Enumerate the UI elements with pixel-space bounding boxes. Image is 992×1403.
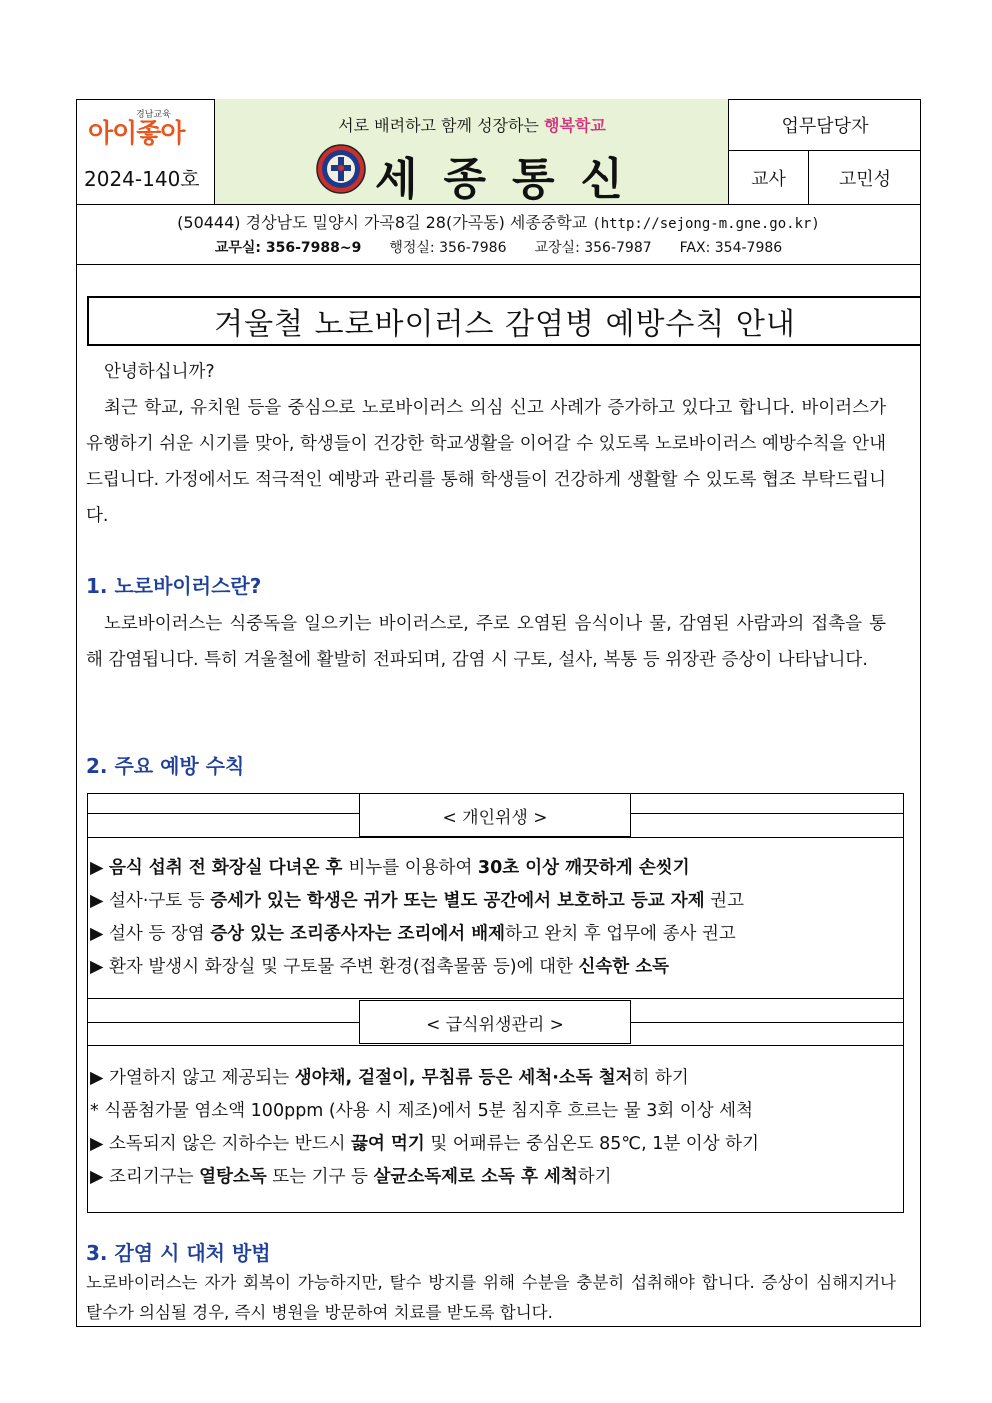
logo-wordmark: 아이좋아 <box>88 119 185 149</box>
bullet-text: 히 하기 <box>632 1068 689 1088</box>
bullet-text: * 식품첨가물 염소액 100ppm (사용 시 제조)에서 5분 침지후 흐르는 물 3회 이상 세척 <box>90 1101 753 1121</box>
tab-rule-left <box>87 1022 359 1023</box>
bullet-item <box>90 885 904 918</box>
bullet-item <box>90 1161 904 1194</box>
meal-hygiene-tab <box>87 1000 904 1044</box>
bullet-emphasis: 증상 있는 조리종사자는 조리에서 배제 <box>210 924 506 944</box>
bullet-text: 및 어패류는 중심온도 85℃, 1분 이상 하기 <box>424 1134 759 1154</box>
bullet-item <box>90 1095 904 1128</box>
personal-hygiene-tab <box>87 793 904 837</box>
section3-heading: 3. 감염 시 대처 방법 <box>86 1241 271 1265</box>
section1-heading: 1. 노로바이러스란? <box>86 574 262 598</box>
phone-office: 교무실: 356-7988~9 <box>214 240 362 256</box>
bullet-emphasis: 끓여 먹기 <box>351 1134 425 1154</box>
slogan-text: 서로 배려하고 함께 성장하는 <box>338 116 544 135</box>
bullet-text: 권고 <box>704 891 744 911</box>
logo-subtitle: 경남교육 <box>136 110 171 120</box>
bullet-emphasis: 생야채, 겉절이, 무침류 등은 세척·소독 철저 <box>294 1068 633 1088</box>
bullet-emphasis: 열탕소독 <box>199 1167 267 1187</box>
bullet-text: ▶ 설사·구토 등 <box>90 891 211 911</box>
address-divider <box>76 264 921 265</box>
bullet-text: ▶ 가열하지 않고 제공되는 <box>90 1068 295 1088</box>
bullet-text: ▶ 설사 등 장염 <box>90 924 211 944</box>
staff-cell <box>729 99 921 205</box>
intro-paragraph: 최근 학교, 유치원 등을 중심으로 노로바이러스 의심 신고 사례가 증가하고 있다고 합니다. 바이러스가 유행하기 쉬운 시기를 맞아, 학생들이 건강한 학교생활을 이어갈 수 있도록 노로바이러스 예방수칙을 안내드립니다. 가정에서도 적극적인 예방과 관리를 통해 학생들이 건강하게 생활할 수 있도록 협조 부탁드립니다. <box>86 398 886 526</box>
school-address <box>76 210 921 233</box>
section2-heading: 2. 주요 예방 수칙 <box>86 754 245 778</box>
meal-tab-top <box>87 998 904 999</box>
address-line: (50444) 경상남도 밀양시 가곡8길 28(가곡동) 세종중학교 <box>177 213 588 232</box>
phone-admin: 행정실: 356-7986 <box>389 240 507 256</box>
staff-role: 교사 <box>729 151 809 205</box>
contact-phones <box>76 237 921 257</box>
tab-rule-right <box>631 1022 904 1023</box>
meal-hygiene-label: < 급식위생관리 > <box>359 1000 631 1044</box>
issue-number: 2024-140호 <box>84 167 200 191</box>
tab-divider <box>87 1045 904 1046</box>
bullet-emphasis: 30초 이상 깨끗하게 손씻기 <box>477 858 690 878</box>
bullet-item <box>90 1062 904 1095</box>
tab-rule-right <box>631 813 904 814</box>
slogan-highlight: 행복학교 <box>544 116 606 135</box>
bullet-text: 비누를 이용하여 <box>348 858 478 878</box>
bullet-emphasis: 증세가 있는 학생은 귀가 또는 별도 공간에서 보호하고 등교 자제 <box>210 891 705 911</box>
header-divider <box>76 204 921 205</box>
bullet-item <box>90 1128 904 1161</box>
bullet-item <box>90 852 904 885</box>
staff-name: 고민성 <box>838 169 892 190</box>
bullet-text: 또는 기구 등 <box>266 1167 374 1187</box>
bullet-text: 하기 <box>577 1167 612 1187</box>
bullet-text: ▶ <box>90 858 110 878</box>
bullet-item <box>90 918 904 951</box>
tab-divider <box>87 837 904 838</box>
personal-hygiene-label: < 개인위생 > <box>359 793 631 837</box>
phone-principal: 교장실: 356-7987 <box>534 240 652 256</box>
bullet-text: ▶ 조리기구는 <box>90 1167 200 1187</box>
school-slogan <box>215 113 729 136</box>
logo-cell <box>76 99 215 205</box>
fax-number: FAX: 354-7986 <box>679 240 783 256</box>
tab-rule-left <box>87 813 359 814</box>
school-emblem-icon <box>315 143 367 195</box>
bullet-emphasis: 음식 섭취 전 화장실 다녀온 후 <box>109 858 349 878</box>
bullet-item <box>90 951 904 984</box>
school-url: (http://sejong-m.gne.go.kr) <box>592 216 820 232</box>
bullet-text: ▶ 환자 발생시 화장실 및 구토물 주변 환경(접촉물품 등)에 대한 <box>90 957 579 977</box>
section3-paragraph: 노로바이러스는 자가 회복이 가능하지만, 탈수 방지를 위해 수분을 충분히 섭취해야 합니다. 증상이 심해지거나 탈수가 의심될 경우, 즉시 병원을 방문하여 치료를 받도록 합니다. <box>86 1273 896 1322</box>
document-title: 겨울철 노로바이러스 감염병 예방수칙 안내 <box>87 296 921 346</box>
staff-label: 업무담당자 <box>729 99 921 151</box>
newsletter-title: 세종통신 <box>375 154 650 205</box>
bullet-emphasis: 살균소독제로 소독 후 세척 <box>373 1167 578 1187</box>
title-cell <box>215 99 729 205</box>
bullet-text: ▶ 소독되지 않은 지하수는 반드시 <box>90 1134 352 1154</box>
greeting: 안녕하십니까? <box>104 362 215 382</box>
newsletter-header <box>76 99 921 205</box>
bullet-emphasis: 신속한 소독 <box>578 957 670 977</box>
section1-paragraph: 노로바이러스는 식중독을 일으키는 바이러스로, 주로 오염된 음식이나 물, 감염된 사람과의 접촉을 통해 감염됩니다. 특히 겨울철에 활발히 전파되며, 감염 시 구토, 설사, 복통 등 위장관 증상이 나타납니다. <box>86 614 886 670</box>
bullet-text: 하고 완치 후 업무에 종사 권고 <box>505 924 736 944</box>
